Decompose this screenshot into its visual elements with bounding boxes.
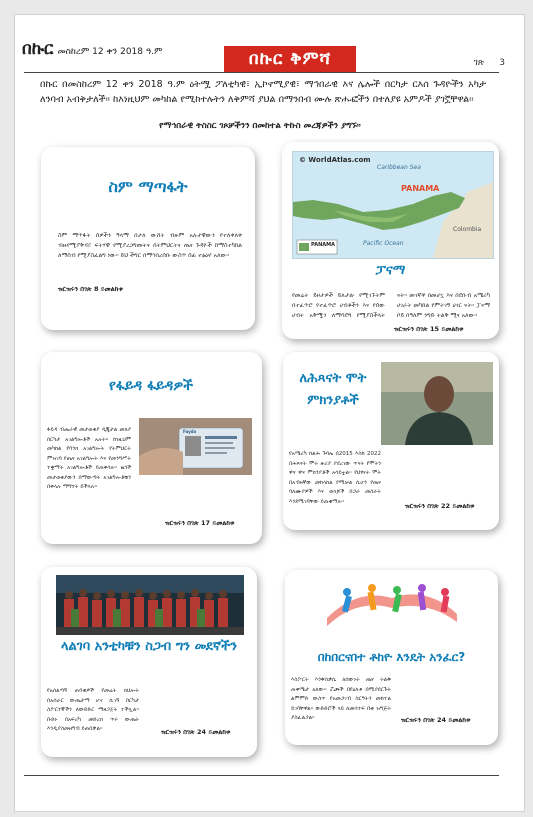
card-defamation bbox=[41, 147, 255, 330]
card-panama bbox=[282, 142, 499, 339]
portrait-photo bbox=[381, 362, 493, 445]
more-link[interactable]: ዝርዝሩን በገጽ 8 ይመልከቱ bbox=[58, 285, 123, 293]
card-body: ስም ማጥፋት ሰዎችን ዓላማ በታለ ውሸት ብዙም አሉታዊውን የተለቀለቀ ብዙየሚያቅብ፣ ፍትሃዊ የሚያረጋግጡትና በትምህርትና ጤና ጉዳዮች ከማስተካከል ለማሰብ የሚያስፈልግ ነው፡፡ ይህ ችግር በማኅበረሰቡ ውስጥ ሰፊ ተፅዕኖ አለው፡፡ bbox=[58, 232, 242, 259]
card-title: ለሕጻናት ሞት ምክንያቶች bbox=[299, 371, 367, 408]
id-card-photo bbox=[139, 418, 252, 475]
card-body: ፋይዳ ብሔራዊ መታወቂያ ዲጂታል መለያ በርካታ አገልግሎቶች አሉት፡፡ ከነዚህም መካከል የባንክ አገልግሎት የትምህርት ምዝገባ የጤና አገልግሎት እና የመንግሥት ተቋማት አገልግሎቶች ይጠቀሳሉ፡፡ ዜጎች መታወቂያውን በማውጣት አገልግሎቶቹን በቀላሉ ማግኘት ይችላሉ፡፡ bbox=[47, 427, 131, 490]
map-ocean-label: Pacific Ocean bbox=[363, 240, 404, 247]
header-left bbox=[22, 39, 162, 59]
map-credit: © WorldAtlas.com bbox=[299, 156, 371, 164]
map-neighbor-label: Colombia bbox=[453, 226, 482, 233]
header-rule bbox=[24, 72, 499, 73]
map-country-label: PANAMA bbox=[401, 184, 440, 193]
card-body: የአሰልጣኝ ጠባቂዎች የመሬት ክህሎት በአሰራር ውጤታማ ሆኖ ሲገኝ በርካታ ስፖርተኞችን ለውድድር ማዘጋጀት ተችሏል፡፡ ቡድኑ በአፍሪካ መድረክ ጥሩ ውጤት እንዲያስመዘግብ ይጠበቃል፡፡ bbox=[47, 688, 139, 732]
brand-name: በኩር bbox=[22, 39, 54, 59]
more-link[interactable]: ዝርዝሩን በገጽ 24 ይመልከቱ bbox=[401, 716, 471, 724]
card-body-continued bbox=[139, 480, 253, 510]
issue-date: መስከረም 12 ቀን 2018 ዓ.ም bbox=[57, 47, 163, 57]
card-title: ስም ማጣፋት bbox=[108, 177, 188, 196]
runners-illustration bbox=[317, 578, 467, 638]
social-banner: የማኅበራዊ ትስስር ገጾቻችንን በመከተል ትኩስ መረጃዎችን ያግኙ። bbox=[159, 121, 361, 131]
card-fayda bbox=[41, 352, 262, 544]
page-label: ገጽ bbox=[473, 58, 485, 68]
map-legend-label: PANAMA bbox=[311, 242, 335, 248]
more-link[interactable]: ዝርዝሩን በገጽ 17 ይመልከቱ bbox=[165, 519, 235, 527]
more-link[interactable]: ዝርዝሩን በገጽ 22 ይመልከቱ bbox=[405, 502, 475, 510]
card-running bbox=[285, 570, 498, 745]
card-body-continued bbox=[387, 450, 493, 498]
panama-map bbox=[292, 151, 494, 259]
card-title: የፋይዳ ፋይዳዎች bbox=[108, 378, 194, 394]
id-card-header: Fayda bbox=[183, 429, 197, 434]
card-body: የመሬት ይዞታዎች ይለታል፡ የሚገኙትም በተፈጥሮ የተፈጥሮ ሀብቶችን እና የሰው ሀብት አቅሟን ለማሳደግ የሚያስችላት ናት፡፡ መገኛዋ በመሆኗ እና በደቡብ አሜሪካ ሀገራት መካከል የምትገኝ ሀገር ናት፡፡ ፓናማ ቦይ በዓለም ንግድ ትልቅ ሚና አለው፡፡ bbox=[292, 292, 490, 319]
card-title: ፓናማ bbox=[375, 263, 406, 278]
page-number: 3 bbox=[499, 58, 505, 68]
more-link[interactable]: ዝርዝሩን በገጽ 24 ይመልከቱ bbox=[161, 728, 231, 736]
intro-paragraph: በኩር በመስከረም 12 ቀን 2018 ዓ.ም ዕትሟ ፖለቲካዊ፣ ኢኮኖሚያዊ፣ ማኅበራዊ እና ሌሎች በርካታ ርእሰ ጉዳዮችን አካታ ለንባብ አብቅታለች፡፡ ከእነዚህም መካከል የሚከተሉትን ለቅምሻ ያህል በማንበብ ሙሉ ጽሑፎችን በተለያዩ አምዶች ያገኟቸዋል፡፡ bbox=[40, 79, 486, 105]
team-photo bbox=[56, 575, 244, 635]
card-body-continued bbox=[397, 676, 493, 706]
more-link[interactable]: ዝርዝሩን በገጽ 15 ይመልከቱ bbox=[394, 325, 464, 333]
footer-rule bbox=[24, 775, 499, 776]
card-body: እስፖርት እንቅስቃሴ ለሰውነት ጤና ትልቅ ጠቀሜታ አለው፡፡ ሯጮች በየዕለቱ በሚያደርጉት ልምምድ ውስጥ የአመጋገብ ስርዓትን መከተል ይገባቸዋል፡፡ ውድድሮች ላይ ለመሳተፍ በቂ ዝግጅት ያስፈልጋል፡፡ bbox=[291, 677, 391, 721]
masthead-banner: በኩር ቅምሻ bbox=[224, 46, 356, 73]
card-title: ላልገባ አንቲካቹን ስጋብ ግን መደኛችን bbox=[60, 639, 238, 654]
map-sea-label: Caribbean Sea bbox=[377, 164, 421, 171]
card-title: በከበርናበተ ቶከዮ እንዴት አንፈር? bbox=[317, 650, 466, 664]
card-child-deaths bbox=[283, 352, 499, 530]
card-athletes bbox=[41, 567, 257, 757]
card-body: የአሜሪካ ከልሕ ጉባኤ በ2015 እስከ 2022 በሕጻናት ሞት ዙሪያ ያደረገው ጥናት የሞትን ዋና ዋና ምክንያቶች አሳይቷል፡፡ የህፃናት ሞት በአብዛኛው መከላከል የሚቻል ሲሆን የጤና ባለሙያዎች እና ወላጆች በጋራ መስራት እንደሚገባቸው ይጠቁማሉ፡፡ bbox=[289, 451, 381, 505]
page-info bbox=[462, 58, 505, 68]
